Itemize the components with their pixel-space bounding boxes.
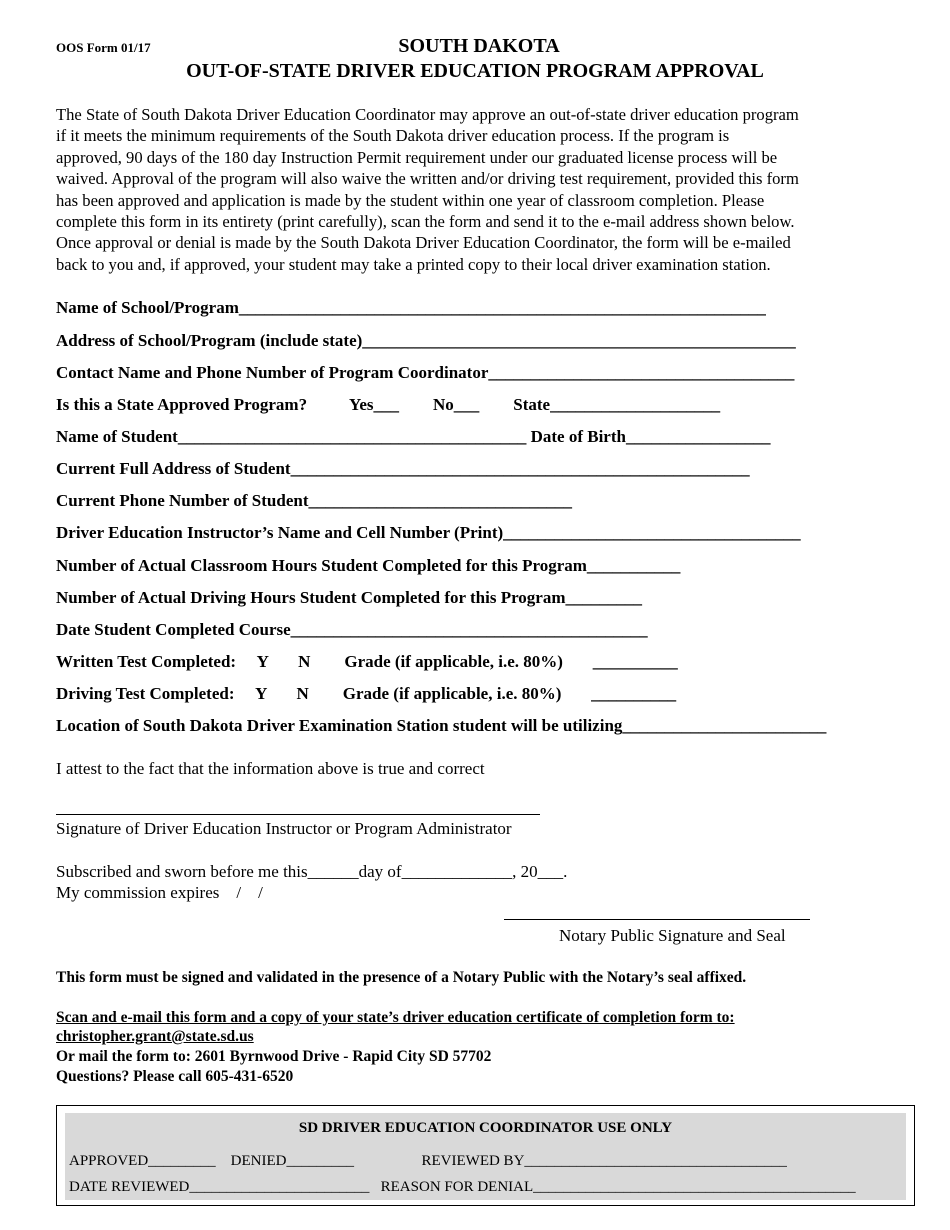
commission-expires[interactable]: My commission expires / /: [56, 883, 263, 902]
office-use-title: SD DRIVER EDUCATION COORDINATOR USE ONLY: [298, 1120, 673, 1136]
form-title-state: SOUTH DAKOTA: [398, 35, 560, 57]
notary-caption: Notary Public Signature and Seal: [559, 926, 786, 945]
notary-notice: This form must be signed and validated in the presence of a Notary Public with the Notary’s seal affixed.: [56, 969, 747, 986]
signature-caption: Signature of Driver Education Instructor or Program Administrator: [56, 819, 512, 838]
sworn-statement[interactable]: Subscribed and sworn before me this______day of_____________, 20___.: [56, 862, 568, 881]
email-link[interactable]: christopher.grant@state.sd.us: [56, 1028, 254, 1045]
instructor-field[interactable]: Driver Education Instructor’s Name and Cell Number (Print)___________________________________: [56, 523, 801, 542]
written-test-field[interactable]: Written Test Completed: Y N Grade (if applicable, i.e. 80%) __________: [56, 652, 678, 671]
school-address-field[interactable]: Address of School/Program (include state)___________________________________________________: [56, 331, 796, 350]
scan-instructions: Scan and e-mail this form and a copy of your state’s driver education certificate of completion form to:: [56, 1009, 735, 1026]
student-address-field[interactable]: Current Full Address of Student______________________________________________________: [56, 459, 750, 478]
office-use-box: [56, 1105, 915, 1206]
school-name-field[interactable]: Name of School/Program______________________________________________________________: [56, 298, 766, 317]
mail-address: Or mail the form to: 2601 Byrnwood Drive - Rapid City SD 57702: [56, 1048, 492, 1065]
intro-paragraph: The State of South Dakota Driver Education Coordinator may approve an out-of-state driver education program if it meets the minimum requirements of the South Dakota driver education process. If the program is approved, 90 days of the 180 day Instruction Permit requirement under our graduated license process will be waived. Approval of the program will also waive the written and/or driving test requirement, provided this form has been approved and application is made by the student within one year of classroom completion. Please complete this form in its entirety (print carefully), scan the form and send it to the e-mail address shown below. Once approval or denial is made by the South Dakota Driver Education Coordinator, the form will be e-mailed back to you and, if approved, your student may take a printed copy to their local driver examination station.: [56, 105, 799, 274]
form-number: OOS Form 01/17: [56, 40, 151, 55]
student-name-dob-field[interactable]: Name of Student_________________________________________ Date of Birth_________________: [56, 427, 771, 446]
driving-hours-field[interactable]: Number of Actual Driving Hours Student Completed for this Program_________: [56, 588, 643, 607]
coordinator-contact-field[interactable]: Contact Name and Phone Number of Program Coordinator____________________________________: [56, 363, 795, 382]
state-approved-field[interactable]: Is this a State Approved Program? Yes___ No___ State____________________: [56, 395, 721, 414]
completion-date-field[interactable]: Date Student Completed Course__________________________________________: [56, 620, 648, 639]
office-use-approval-row[interactable]: APPROVED_________ DENIED_________ REVIEWED BY___________________________________: [69, 1153, 787, 1169]
classroom-hours-field[interactable]: Number of Actual Classroom Hours Student Completed for this Program___________: [56, 556, 681, 575]
questions-phone: Questions? Please call 605-431-6520: [56, 1068, 294, 1085]
notary-signature-line[interactable]: [504, 919, 810, 920]
signature-line[interactable]: [56, 814, 540, 815]
student-phone-field[interactable]: Current Phone Number of Student_______________________________: [56, 491, 572, 510]
office-use-panel: [65, 1113, 906, 1200]
exam-station-field[interactable]: Location of South Dakota Driver Examination Station student will be utilizing________________________: [56, 716, 827, 735]
office-use-review-row[interactable]: DATE REVIEWED________________________ REASON FOR DENIAL___________________________________________: [69, 1179, 856, 1195]
form-title: OUT-OF-STATE DRIVER EDUCATION PROGRAM APPROVAL: [186, 60, 764, 82]
driving-test-field[interactable]: Driving Test Completed: Y N Grade (if applicable, i.e. 80%) __________: [56, 684, 677, 703]
attest-statement: I attest to the fact that the information above is true and correct: [56, 759, 485, 778]
